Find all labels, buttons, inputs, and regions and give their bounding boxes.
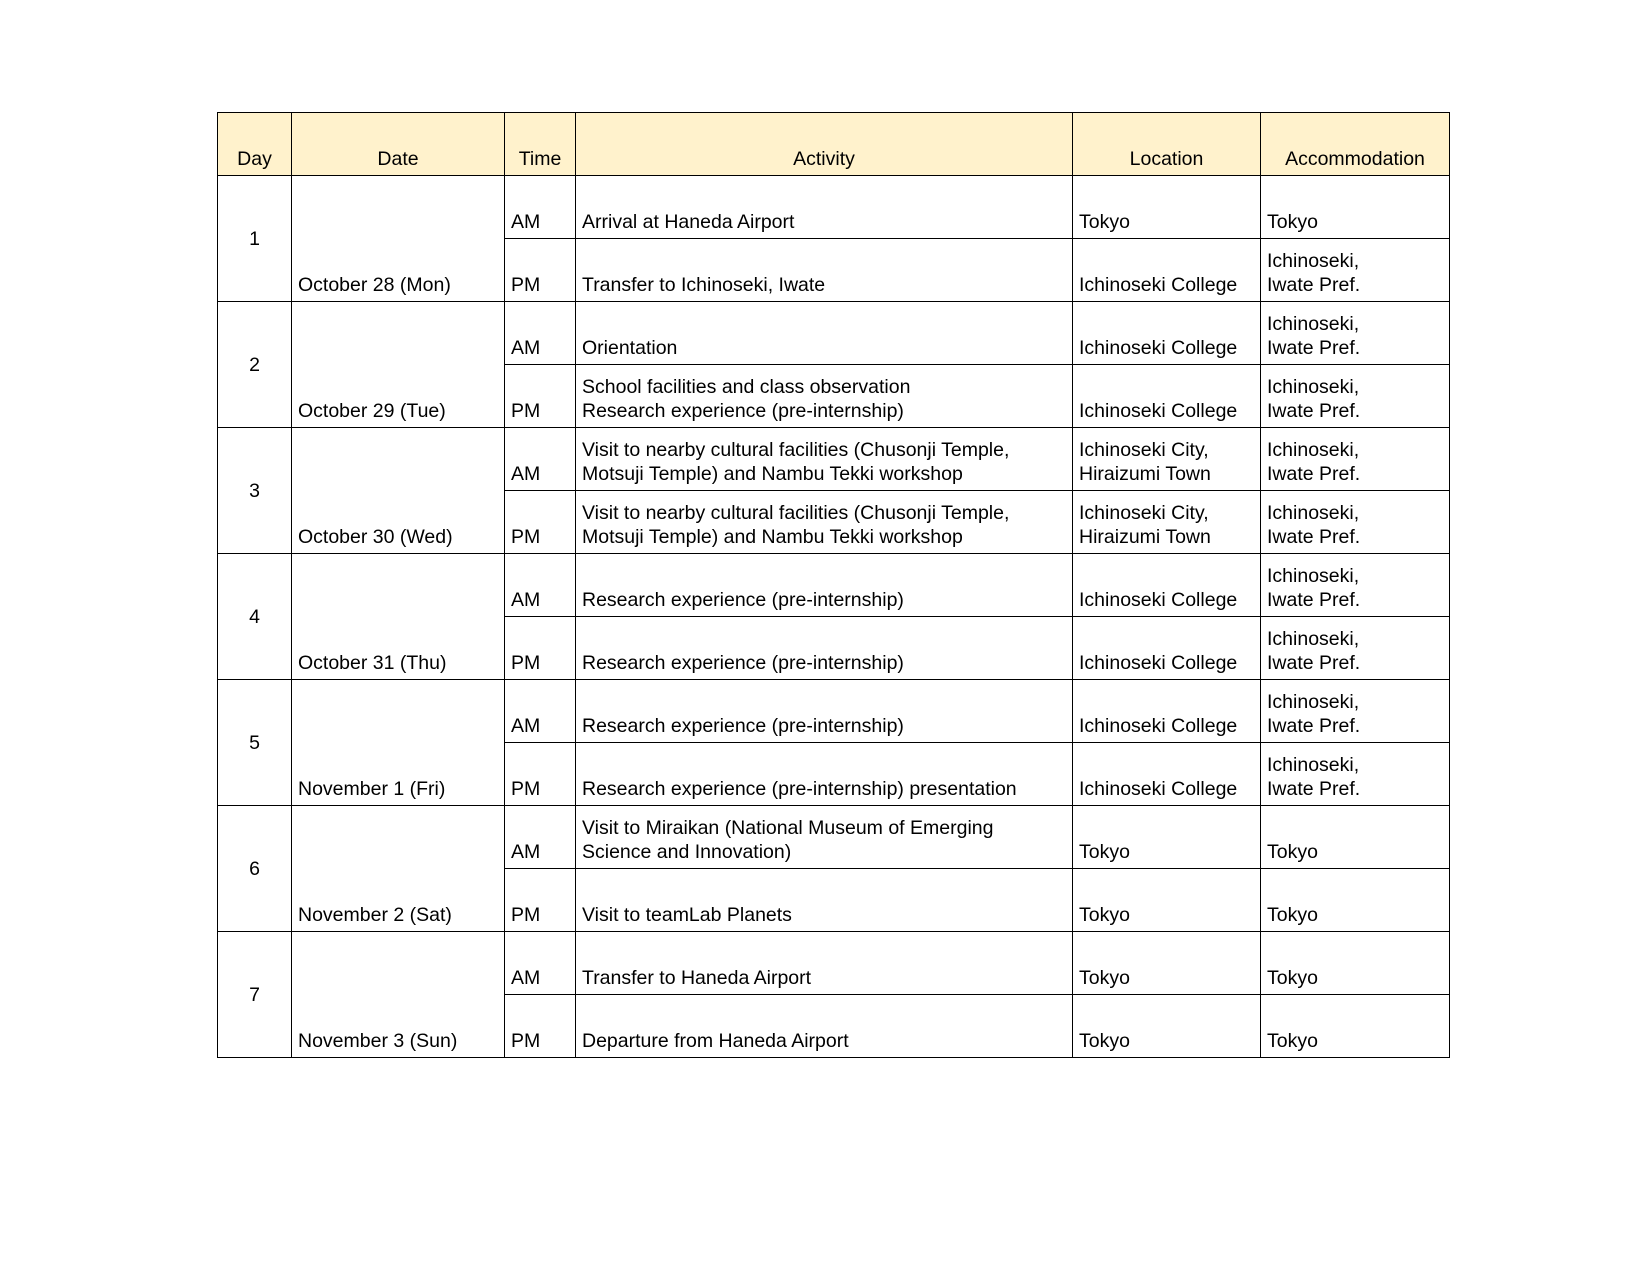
location-line: Hiraizumi Town <box>1079 463 1211 485</box>
table-header <box>218 113 1450 176</box>
location-cell <box>1073 491 1261 554</box>
date-cell: October 31 (Thu) <box>292 554 505 680</box>
location-line: Ichinoseki College <box>1079 337 1238 359</box>
accommodation-cell <box>1261 680 1450 743</box>
time-cell: AM <box>505 554 576 617</box>
time-cell: PM <box>505 491 576 554</box>
header-row <box>218 113 1450 176</box>
activity-cell <box>576 176 1073 239</box>
location-cell <box>1073 365 1261 428</box>
activity-cell <box>576 995 1073 1058</box>
accommodation-line: Iwate Pref. <box>1267 778 1361 800</box>
location-line: Ichinoseki College <box>1079 652 1238 674</box>
time-cell: AM <box>505 806 576 869</box>
accommodation-line: Tokyo <box>1267 904 1318 926</box>
activity-cell <box>576 617 1073 680</box>
day-number: 7 <box>218 932 292 1058</box>
activity-line: Research experience (pre-internship) presentation <box>582 778 1017 800</box>
accommodation-line: Iwate Pref. <box>1267 337 1361 359</box>
header-time: Time <box>505 113 576 176</box>
time-cell: PM <box>505 869 576 932</box>
accommodation-line: Iwate Pref. <box>1267 400 1361 422</box>
accommodation-cell <box>1261 365 1450 428</box>
location-cell <box>1073 554 1261 617</box>
activity-cell <box>576 680 1073 743</box>
date-cell: October 28 (Mon) <box>292 176 505 302</box>
location-cell <box>1073 869 1261 932</box>
location-line: Tokyo <box>1079 967 1130 989</box>
table-row <box>218 302 1450 365</box>
activity-cell <box>576 869 1073 932</box>
header-activity: Activity <box>576 113 1073 176</box>
activity-line: Orientation <box>582 337 678 359</box>
location-cell <box>1073 176 1261 239</box>
accommodation-cell <box>1261 869 1450 932</box>
accommodation-cell <box>1261 932 1450 995</box>
activity-line: Transfer to Ichinoseki, Iwate <box>582 274 826 296</box>
date-cell: October 30 (Wed) <box>292 428 505 554</box>
accommodation-line: Iwate Pref. <box>1267 463 1361 485</box>
accommodation-cell <box>1261 491 1450 554</box>
accommodation-line: Iwate Pref. <box>1267 526 1361 548</box>
table-row <box>218 932 1450 995</box>
activity-cell <box>576 239 1073 302</box>
location-cell <box>1073 806 1261 869</box>
activity-line: Motsuji Temple) and Nambu Tekki workshop <box>582 526 963 548</box>
date-cell: October 29 (Tue) <box>292 302 505 428</box>
accommodation-line: Ichinoseki, <box>1267 691 1360 713</box>
activity-cell <box>576 302 1073 365</box>
activity-line: Research experience (pre-internship) <box>582 589 904 611</box>
header-accommodation: Accommodation <box>1261 113 1450 176</box>
time-cell: PM <box>505 743 576 806</box>
time-cell: AM <box>505 176 576 239</box>
activity-line: Research experience (pre-internship) <box>582 715 904 737</box>
day-number: 2 <box>218 302 292 428</box>
header-date: Date <box>292 113 505 176</box>
time-cell: AM <box>505 428 576 491</box>
accommodation-cell <box>1261 743 1450 806</box>
accommodation-cell <box>1261 995 1450 1058</box>
time-cell: PM <box>505 365 576 428</box>
location-line: Hiraizumi Town <box>1079 526 1211 548</box>
location-line: Ichinoseki College <box>1079 715 1238 737</box>
activity-cell <box>576 554 1073 617</box>
location-line: Tokyo <box>1079 1030 1130 1052</box>
location-line: Ichinoseki City, <box>1079 502 1209 524</box>
activity-line: Research experience (pre-internship) <box>582 400 904 422</box>
activity-cell <box>576 491 1073 554</box>
table-body <box>218 176 1450 1058</box>
location-cell <box>1073 743 1261 806</box>
accommodation-line: Ichinoseki, <box>1267 565 1360 587</box>
accommodation-cell <box>1261 806 1450 869</box>
accommodation-line: Ichinoseki, <box>1267 502 1360 524</box>
location-cell <box>1073 932 1261 995</box>
accommodation-line: Ichinoseki, <box>1267 376 1360 398</box>
accommodation-cell <box>1261 302 1450 365</box>
activity-cell <box>576 806 1073 869</box>
activity-cell <box>576 365 1073 428</box>
activity-line: Visit to nearby cultural facilities (Chusonji Temple, <box>582 439 1010 461</box>
day-number: 4 <box>218 554 292 680</box>
time-cell: AM <box>505 932 576 995</box>
location-line: Ichinoseki College <box>1079 400 1238 422</box>
activity-line: Visit to teamLab Planets <box>582 904 792 926</box>
location-line: Ichinoseki City, <box>1079 439 1209 461</box>
activity-cell <box>576 428 1073 491</box>
accommodation-line: Ichinoseki, <box>1267 628 1360 650</box>
activity-cell <box>576 743 1073 806</box>
time-cell: PM <box>505 617 576 680</box>
location-cell <box>1073 995 1261 1058</box>
location-line: Tokyo <box>1079 841 1130 863</box>
accommodation-cell <box>1261 239 1450 302</box>
activity-line: Research experience (pre-internship) <box>582 652 904 674</box>
accommodation-cell <box>1261 617 1450 680</box>
activity-line: Visit to Miraikan (National Museum of Emerging <box>582 817 994 839</box>
day-number: 5 <box>218 680 292 806</box>
day-number: 6 <box>218 806 292 932</box>
location-cell <box>1073 617 1261 680</box>
accommodation-line: Ichinoseki, <box>1267 250 1360 272</box>
location-line: Ichinoseki College <box>1079 274 1238 296</box>
accommodation-line: Iwate Pref. <box>1267 274 1361 296</box>
accommodation-line: Ichinoseki, <box>1267 439 1360 461</box>
day-number: 1 <box>218 176 292 302</box>
activity-line: Motsuji Temple) and Nambu Tekki workshop <box>582 463 963 485</box>
accommodation-cell <box>1261 176 1450 239</box>
table-row <box>218 176 1450 239</box>
activity-line: Science and Innovation) <box>582 841 792 863</box>
location-line: Tokyo <box>1079 211 1130 233</box>
activity-line: Departure from Haneda Airport <box>582 1030 849 1052</box>
location-line: Ichinoseki College <box>1079 589 1238 611</box>
accommodation-line: Tokyo <box>1267 967 1318 989</box>
location-cell <box>1073 680 1261 743</box>
accommodation-line: Ichinoseki, <box>1267 754 1360 776</box>
location-cell <box>1073 302 1261 365</box>
accommodation-line: Tokyo <box>1267 841 1318 863</box>
activity-line: Transfer to Haneda Airport <box>582 967 812 989</box>
time-cell: PM <box>505 239 576 302</box>
table-row <box>218 428 1450 491</box>
date-cell: November 1 (Fri) <box>292 680 505 806</box>
date-cell: November 2 (Sat) <box>292 806 505 932</box>
location-cell <box>1073 428 1261 491</box>
activity-line: Arrival at Haneda Airport <box>582 211 795 233</box>
location-cell <box>1073 239 1261 302</box>
accommodation-line: Ichinoseki, <box>1267 313 1360 335</box>
activity-cell <box>576 932 1073 995</box>
time-cell: AM <box>505 302 576 365</box>
day-number: 3 <box>218 428 292 554</box>
table-row <box>218 680 1450 743</box>
date-cell: November 3 (Sun) <box>292 932 505 1058</box>
accommodation-cell <box>1261 428 1450 491</box>
table-row <box>218 554 1450 617</box>
accommodation-line: Tokyo <box>1267 211 1318 233</box>
header-location: Location <box>1073 113 1261 176</box>
accommodation-line: Iwate Pref. <box>1267 715 1361 737</box>
schedule-table <box>217 112 1450 1058</box>
time-cell: AM <box>505 680 576 743</box>
accommodation-line: Iwate Pref. <box>1267 652 1361 674</box>
activity-line: School facilities and class observation <box>582 376 911 398</box>
activity-line: Visit to nearby cultural facilities (Chusonji Temple, <box>582 502 1010 524</box>
location-line: Tokyo <box>1079 904 1130 926</box>
table-row <box>218 806 1450 869</box>
location-line: Ichinoseki College <box>1079 778 1238 800</box>
accommodation-line: Tokyo <box>1267 1030 1318 1052</box>
header-day: Day <box>218 113 292 176</box>
time-cell: PM <box>505 995 576 1058</box>
accommodation-line: Iwate Pref. <box>1267 589 1361 611</box>
accommodation-cell <box>1261 554 1450 617</box>
